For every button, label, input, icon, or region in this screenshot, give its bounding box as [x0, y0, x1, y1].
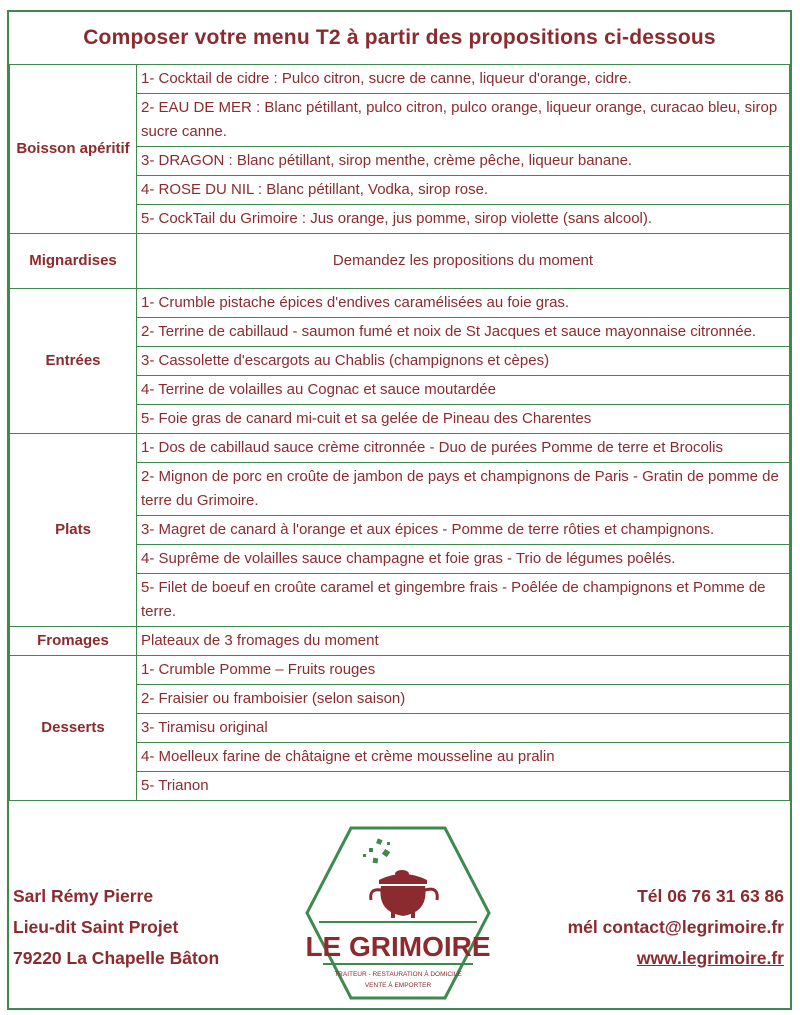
category-boisson: Boisson apéritif: [10, 65, 137, 234]
list-item: 4- Terrine de volailles au Cognac et sauce moutardée: [137, 376, 790, 405]
table-row: [10, 627, 790, 656]
table-row: [10, 434, 790, 463]
menu-table: [9, 64, 790, 801]
list-item: 2- Fraisier ou framboisier (selon saison): [137, 685, 790, 714]
list-item: 4- Moelleux farine de châtaigne et crème mousseline au pralin: [137, 743, 790, 772]
company-name: Sarl Rémy Pierre: [13, 886, 154, 906]
list-item: 5- Foie gras de canard mi-cuit et sa gelée de Pineau des Charentes: [137, 405, 790, 434]
list-item: 1- Dos de cabillaud sauce crème citronnée - Duo de purées Pomme de terre et Brocolis: [137, 434, 790, 463]
category-mignardises: Mignardises: [10, 234, 137, 289]
contact-info: [568, 881, 784, 974]
list-item: 2- Terrine de cabillaud - saumon fumé et noix de St Jacques et sauce mayonnaise citronnée.: [137, 318, 790, 347]
table-row: [10, 234, 790, 289]
list-item: 1- Cocktail de cidre : Pulco citron, sucre de canne, liqueur d'orange, cidre.: [137, 65, 790, 94]
logo-tagline-2: VENTE À EMPORTER: [364, 982, 432, 989]
list-item: 1- Crumble pistache épices d'endives caramélisées au foie gras.: [137, 289, 790, 318]
list-item: 5- CockTail du Grimoire : Jus orange, jus pomme, sirop violette (sans alcool).: [137, 205, 790, 234]
list-item: Demandez les propositions du moment: [137, 234, 790, 289]
list-item: 3- Magret de canard à l'orange et aux épices - Pomme de terre rôties et champignons.: [137, 516, 790, 545]
list-item: 3- Tiramisu original: [137, 714, 790, 743]
list-item: 5- Filet de boeuf en croûte caramel et gingembre frais - Poêlée de champignons et Pomme de terre.: [137, 574, 790, 627]
company-city: 79220 La Chapelle Bâton: [13, 948, 220, 968]
logo-tagline-1: TRAITEUR - RESTAURATION À DOMICILE: [334, 971, 462, 978]
table-row: [10, 289, 790, 318]
list-item: 3- Cassolette d'escargots au Chablis (champignons et cèpes): [137, 347, 790, 376]
category-desserts: Desserts: [10, 656, 137, 801]
list-item: 5- Trianon: [137, 772, 790, 801]
footer: [9, 812, 790, 1008]
list-item: 1- Crumble Pomme – Fruits rouges: [137, 656, 790, 685]
category-plats: Plats: [10, 434, 137, 627]
menu-frame: [7, 10, 792, 1010]
le-grimoire-logo: [299, 824, 497, 1002]
phone: Tél 06 76 31 63 86: [637, 886, 784, 906]
table-row: [10, 656, 790, 685]
list-item: 4- Suprême de volailles sauce champagne et foie gras - Trio de légumes poêlés.: [137, 545, 790, 574]
website-link[interactable]: www.legrimoire.fr: [636, 948, 784, 968]
company-address: [13, 881, 219, 974]
email[interactable]: mél contact@legrimoire.fr: [567, 917, 784, 937]
list-item: Plateaux de 3 fromages du moment: [137, 627, 790, 656]
page-title: Composer votre menu T2 à partir des propositions ci-dessous: [83, 26, 716, 49]
table-row: [10, 65, 790, 94]
company-place: Lieu-dit Saint Projet: [13, 917, 179, 937]
list-item: 2- Mignon de porc en croûte de jambon de pays et champignons de Paris - Gratin de pomme de terre du Grimoire.: [137, 463, 790, 516]
list-item: 2- EAU DE MER : Blanc pétillant, pulco citron, pulco orange, liqueur orange, curacao bleu, sirop sucre canne.: [137, 94, 790, 147]
category-entrees: Entrées: [10, 289, 137, 434]
logo-name: LE GRIMOIRE: [305, 931, 491, 962]
category-fromages: Fromages: [10, 627, 137, 656]
list-item: 3- DRAGON : Blanc pétillant, sirop menthe, crème pêche, liqueur banane.: [137, 147, 790, 176]
list-item: 4- ROSE DU NIL : Blanc pétillant, Vodka, sirop rose.: [137, 176, 790, 205]
